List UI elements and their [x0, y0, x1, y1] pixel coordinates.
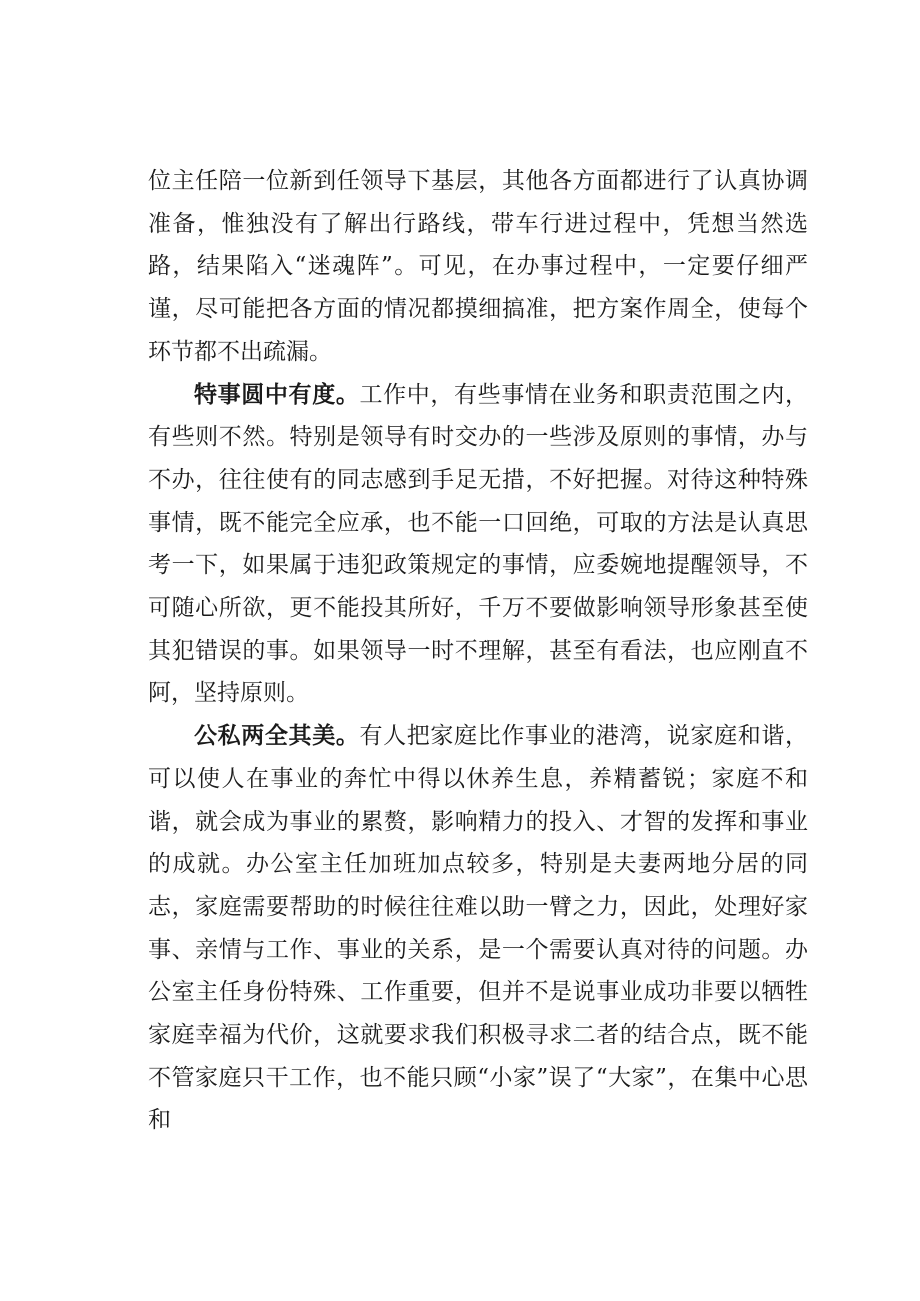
paragraph-body: 工作中，有些事情在业务和职责范围之内，有些则不然。特别是领导有时交办的一些涉及原则的事情，办与不办，往往使有的同志感到手足无措，不好把握。对待这种特殊事情，既不能完全应承，也不能一口回绝，可取的方法是认真思考一下，如果属于违犯政策规定的事情，应委婉地提醒领导，不可随心所欲，更不能投其所好，千万不要做影响领导形象甚至使其犯错误的事。如果领导一时不理解，甚至有看法，也应刚直不阿，坚持原则。: [148, 381, 809, 707]
paragraph-body: 有人把家庭比作事业的港湾，说家庭和谐，可以使人在事业的奔忙中得以休养生息，养精蓄锐；家庭不和谐，就会成为事业的累赘，影响精力的投入、才智的发挥和事业的成就。办公室主任加班加点较多，特别是夫妻两地分居的同志，家庭需要帮助的时候往往难以助一臂之力，因此，处理好家事、亲情与工作、事业的关系，是一个需要认真对待的问题。办公室主任身份特殊、工作重要，但并不是说事业成功非要以牺牲家庭幸福为代价，这就要求我们积极寻求二者的结合点，既不能不管家庭只干工作，也不能只顾“小家”误了“大家”，在集中心思和: [148, 723, 809, 1134]
paragraph-special-matters: [148, 374, 808, 716]
paragraph-continued: [148, 160, 808, 374]
paragraph-work-family-balance: [148, 715, 808, 1142]
paragraph-heading: 特事圆中有度。: [194, 380, 360, 408]
document-body: [148, 160, 808, 1142]
paragraph-heading: 公私两全其美。: [194, 722, 360, 750]
paragraph-body: 位主任陪一位新到任领导下基层，其他各方面都进行了认真协调准备，惟独没有了解出行路线，带车行进过程中，凭想当然选路，结果陷入“迷魂阵”。可见，在办事过程中，一定要仔细严谨，尽可能把各方面的情况都摸细搞准，把方案作周全，使每个环节都不出疏漏。: [148, 168, 808, 365]
